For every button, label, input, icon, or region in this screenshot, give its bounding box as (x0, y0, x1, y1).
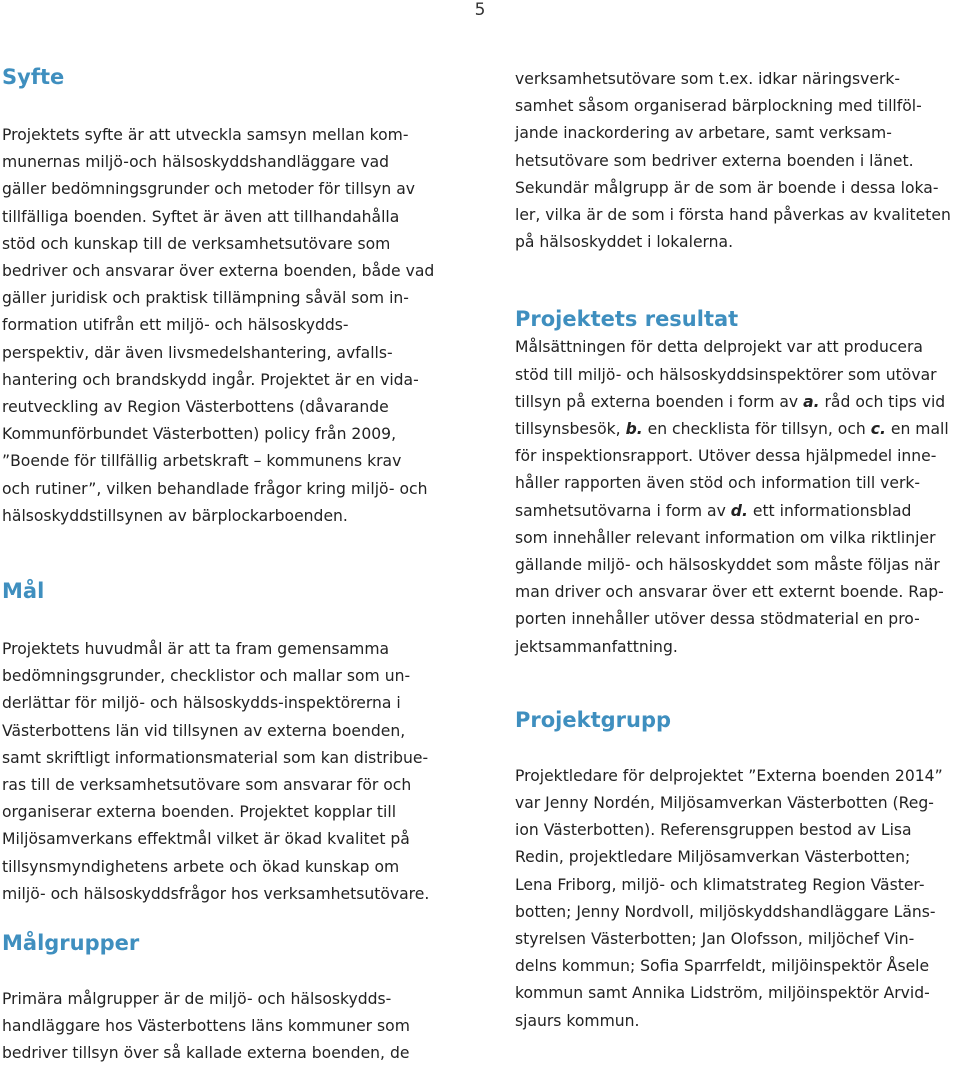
text-line: tillsynsmyndighetens arbete och ökad kunskap om (2, 857, 400, 876)
text-line: samt skriftligt informationsmaterial som kan distribue- (2, 748, 429, 767)
text-line: ras till de verksamhetsutövare som ansvarar för och (2, 776, 412, 795)
text-line: som innehåller relevant information om vilka riktlinjer (515, 528, 936, 547)
text-line: delns kommun; Sofia Sparrfeldt, miljöinspektör Åsele (515, 957, 930, 976)
text-line: formation utifrån ett miljö- och hälsoskydds- (2, 316, 349, 335)
text-line: organiserar externa boenden. Projektet kopplar till (2, 803, 397, 822)
text-line: reutveckling av Region Västerbottens (dåvarande (2, 398, 389, 417)
text-line: Målsättningen för detta delprojekt var att producera (515, 338, 923, 357)
text-line: gällande miljö- och hälsoskyddet som måste följas när (515, 556, 940, 575)
text-line: Kommunförbundet Västerbotten) policy från 2009, (2, 425, 397, 444)
left-column (2, 62, 450, 1068)
text-line: handläggare hos Västerbottens läns kommuner som (2, 1017, 410, 1036)
text-line: verksamhetsutövare som t.ex. idkar näringsverk- (515, 70, 901, 88)
paragraph-malgrupper-continued (515, 66, 960, 256)
text-line: Primära målgrupper är de miljö- och hälsoskydds- (2, 990, 392, 1009)
text-line: Projektledare för delprojektet ”Externa boenden 2014” (515, 766, 943, 785)
text-line: derlättar för miljö- och hälsoskydds-inspektörerna i (2, 694, 401, 713)
text-line: och rutiner”, vilken behandlade frågor kring miljö- och (2, 479, 428, 498)
text-line: ler, vilka är de som i första hand påverkas av kvaliteten (515, 206, 951, 225)
text-line: sjaurs kommun. (515, 1011, 640, 1030)
text-line: håller rapporten även stöd och information till verk- (515, 474, 921, 493)
text-line: hetsutövare som bedriver externa boenden i länet. (515, 151, 914, 170)
paragraph-resultat (515, 334, 960, 660)
text-line: gäller juridisk och praktisk tillämpning såväl som in- (2, 289, 409, 308)
heading-mal: Mål (2, 579, 45, 604)
text-line: Projektets huvudmål är att ta fram gemensamma (2, 640, 390, 659)
heading-malgrupper: Målgrupper (2, 931, 140, 956)
text-line: bedömningsgrunder, checklistor och mallar som un- (2, 667, 411, 686)
text-line: tillsynsbesök, b. en checklista för tillsyn, och c. en mall (515, 420, 949, 439)
text-line: botten; Jenny Nordvoll, miljöskyddshandläggare Läns- (515, 902, 936, 921)
heading-syfte: Syfte (2, 65, 65, 89)
text-line: stöd till miljö- och hälsoskyddsinspektörer som utövar (515, 365, 937, 384)
text-line: munernas miljö-och hälsoskyddshandläggare vad (2, 153, 390, 172)
text-line: porten innehåller utöver dessa stödmaterial en pro- (515, 610, 920, 629)
right-column (515, 66, 960, 1035)
text-line: Västerbottens län vid tillsynen av externa boenden, (2, 721, 406, 740)
text-line: samhetsutövarna i form av d. ett informationsblad (515, 501, 912, 520)
text-line: kommun samt Annika Lidström, miljöinspektör Arvid- (515, 984, 930, 1003)
text-line: stöd och kunskap till de verksamhetsutövare som (2, 234, 391, 253)
text-line: Lena Friborg, miljö- och klimatstrateg Region Väster- (515, 875, 925, 894)
text-line: Redin, projektledare Miljösamverkan Västerbotten; (515, 848, 911, 867)
text-line: tillfälliga boenden. Syftet är även att tillhandahålla (2, 207, 400, 226)
text-line: bedriver tillsyn över så kallade externa boenden, de (2, 1044, 410, 1063)
text-line: hälsoskyddstillsynen av bärplockarboenden. (2, 506, 348, 525)
text-line: Projektets syfte är att utveckla samsyn mellan kom- (2, 126, 409, 144)
paragraph-projektgrupp (515, 763, 960, 1035)
page-number: 5 (474, 0, 486, 20)
paragraph-syfte (2, 122, 450, 530)
heading-projektets-resultat: Projektets resultat (515, 307, 739, 332)
text-line: bedriver och ansvarar över externa boenden, både vad (2, 262, 435, 281)
text-line: samhet såsom organiserad bärplockning med tillföl- (515, 97, 922, 116)
text-line: perspektiv, där även livsmedelshantering, avfalls- (2, 343, 393, 362)
text-line: tillsyn på externa boenden i form av a. råd och tips vid (515, 392, 946, 411)
text-line: man driver och ansvarar över ett externt boende. Rap- (515, 583, 944, 602)
text-line: jande inackordering av arbetare, samt verksam- (515, 124, 892, 143)
text-line: på hälsoskyddet i lokalerna. (515, 233, 734, 252)
paragraph-malgrupper (2, 986, 450, 1068)
text-line: ”Boende för tillfällig arbetskraft – kommunens krav (2, 452, 402, 471)
text-line: för inspektionsrapport. Utöver dessa hjälpmedel inne- (515, 447, 937, 466)
paragraph-mal (2, 636, 450, 908)
text-line: miljö- och hälsoskyddsfrågor hos verksamhetsutövare. (2, 884, 430, 903)
text-line: jektsammanfattning. (515, 637, 678, 656)
text-line: Miljösamverkans effektmål vilket är ökad kvalitet på (2, 830, 410, 849)
heading-projektgrupp: Projektgrupp (515, 707, 672, 732)
text-line: hantering och brandskydd ingår. Projektet är en vida- (2, 370, 419, 389)
text-line: gäller bedömningsgrunder och metoder för tillsyn av (2, 180, 415, 199)
text-line: Sekundär målgrupp är de som är boende i dessa loka- (515, 178, 939, 197)
text-line: ion Västerbotten). Referensgruppen bestod av Lisa (515, 821, 912, 840)
text-line: var Jenny Nordén, Miljösamverkan Västerbotten (Reg- (515, 794, 934, 813)
text-line: styrelsen Västerbotten; Jan Olofsson, miljöchef Vin- (515, 930, 915, 949)
